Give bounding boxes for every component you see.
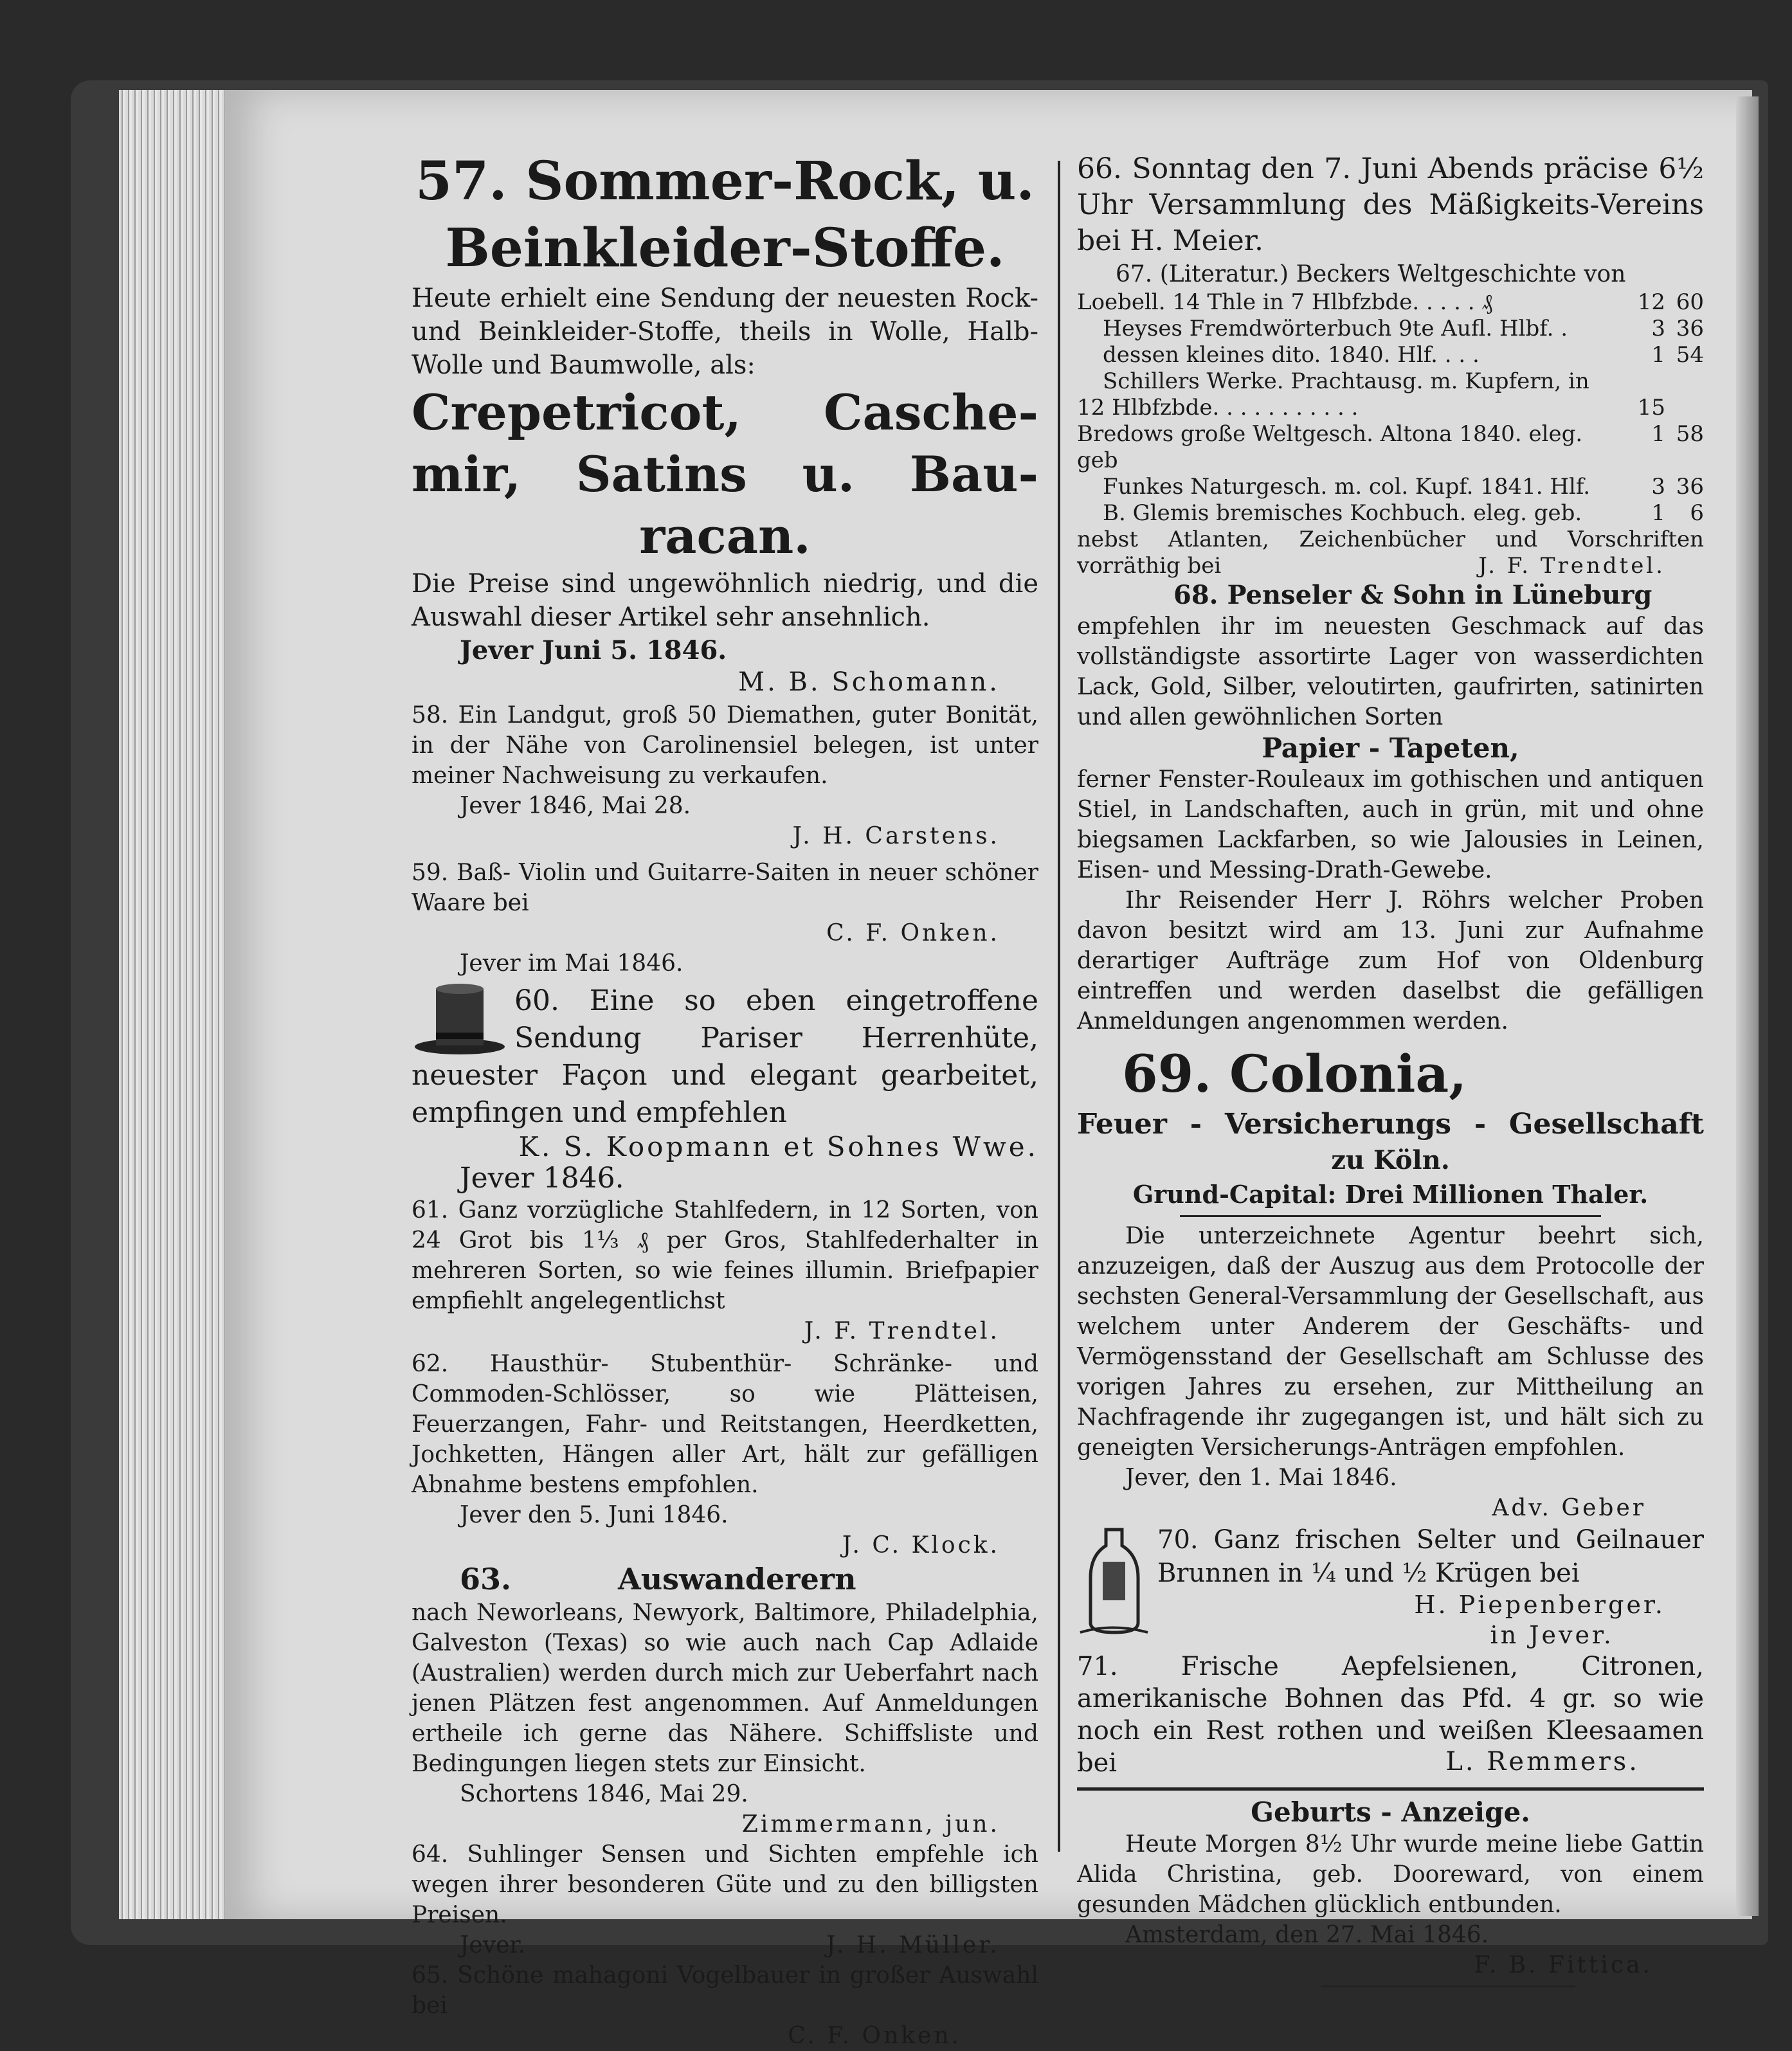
table-row: dessen kleines dito. 1840. Hlf. . . . 1 54 bbox=[1103, 342, 1704, 368]
page-edges bbox=[119, 90, 228, 1919]
ad60-signature: K. S. Koopmann et Sohnes Wwe. bbox=[518, 1131, 1038, 1162]
table-row: Funkes Naturgesch. m. col. Kupf. 1841. Hlf. 3 36 bbox=[1103, 474, 1704, 500]
ad60-text: 60. Eine so eben eingetroffene Sendung Pariser Herrenhüte, neuester Façon und elegant gearbeitet, empfingen und empfehlen bbox=[412, 984, 1038, 1129]
ad57-heading-line1: 57. Sommer-Rock, u. bbox=[415, 150, 1035, 212]
column-divider bbox=[1058, 161, 1060, 1852]
ad70-place: in Jever. bbox=[1490, 1621, 1614, 1649]
ad67-intro: 67. (Literatur.) Beckers Weltgeschichte von bbox=[1116, 261, 1626, 287]
ad62-signature: J. C. Klock. bbox=[842, 1532, 1000, 1559]
right-column bbox=[1077, 151, 1704, 1987]
ad69-signature: Adv. Geber bbox=[1492, 1495, 1646, 1521]
ad63-title: Auswanderern bbox=[618, 1562, 856, 1596]
ad70-text: 70. Ganz frischen Selter und Geilnauer Brunnen in ¼ und ½ Krügen bei bbox=[1157, 1525, 1704, 1588]
ad69-subtitle2: zu Köln. bbox=[1331, 1145, 1450, 1175]
ad66-text: 66. Sonntag den 7. Juni Abends präcise 6½ Uhr Versammlung des Mäßigkeits-Vereins bei H. Meier. bbox=[1077, 152, 1704, 257]
ad64-signature: J. H. Müller. bbox=[826, 1932, 1000, 1958]
table-row: Bredows große Weltgesch. Altona 1840. eleg. geb 1 58 bbox=[1077, 421, 1704, 473]
jug-icon bbox=[1077, 1523, 1151, 1639]
ad57-goods-line1: Crepetricot, Casche- bbox=[412, 384, 1038, 441]
table-row: Loebell. 14 Thle in 7 Hlbfzbde. . . . . ₰ 12 60 bbox=[1077, 289, 1704, 315]
ad59-text: 59. Baß- Violin und Guitarre-Saiten in neuer schöner Waare bei bbox=[412, 860, 1038, 916]
ad71-text: 71. Frische Aepfelsienen, Citronen, amerikanische Bohnen das Pfd. 4 gr. so wie noch ein Rest rothen und weißen Kleesaamen bei bbox=[1077, 1652, 1704, 1778]
ad62-date: Jever den 5. Juni 1846. bbox=[460, 1502, 729, 1528]
table-row: B. Glemis bremisches Kochbuch. eleg. geb. 1 6 bbox=[1103, 500, 1704, 526]
ad57-heading-line2: Beinkleider-Stoffe. bbox=[445, 217, 1005, 279]
ad57-date: Jever Juni 5. 1846. bbox=[460, 635, 727, 665]
birth-text: Heute Morgen 8½ Uhr wurde meine liebe Gattin Alida Christina, geb. Dooreward, von einem gesunden Mädchen glücklich entbunden. bbox=[1077, 1831, 1704, 1918]
ad70-signature: H. Piepenberger. bbox=[1414, 1591, 1665, 1619]
ad60-date: Jever 1846. bbox=[460, 1162, 624, 1195]
table-row: 12 Hlbfzbde. . . . . . . . . . . 15 bbox=[1077, 395, 1665, 420]
ad59-date: Jever im Mai 1846. bbox=[460, 950, 683, 977]
ad58-date: Jever 1846, Mai 28. bbox=[460, 793, 691, 819]
ad62-text: 62. Hausthür- Stubenthür- Schränke- und Commoden-Schlösser, so wie Plätteisen, Feuerzangen, Fahr- und Reitstangen, Heerdketten, Jochketten, Hängen aller Art, hält zur gefälligen Abnahme bestens empfohlen. bbox=[412, 1351, 1038, 1498]
ad64-footer bbox=[412, 1930, 1038, 1960]
ad61-text: 61. Ganz vorzügliche Stahlfedern, in 12 Sorten, von 24 Grot bis 1⅓ ₰ per Gros, Stahlfederhalter in mehreren Sorten, so wie feines illumin. Briefpapier empfiehlt angelegentlichst bbox=[412, 1197, 1038, 1314]
ad68-text: empfehlen ihr im neuesten Geschmack auf das vollständigste assortirte Lager von wasserdichten Lack, Gold, Silber, veloutirten, gaufrirten, satinirten und allen gewöhnlichen Sorten bbox=[1077, 613, 1704, 730]
birth-date: Amsterdam, den 27. Mai 1846. bbox=[1125, 1922, 1489, 1948]
ad63-signature: Zimmermann, jun. bbox=[741, 1811, 1000, 1838]
ad69-title: 69. Colonia, bbox=[1122, 1044, 1467, 1104]
ad67-tail: nebst Atlanten, Zeichenbücher und Vorschriften vorräthig bei bbox=[1077, 527, 1704, 579]
ad59-signature: C. F. Onken. bbox=[826, 920, 1000, 946]
ad64-text: 64. Suhlinger Sensen und Sichten empfehle ich wegen ihrer besonderen Güte und zu den billigsten Preisen. bbox=[412, 1841, 1038, 1928]
ad70-block bbox=[1077, 1523, 1704, 1650]
top-hat-icon bbox=[412, 982, 508, 1056]
ad57-signature: M. B. Schomann. bbox=[738, 667, 1000, 697]
ad57-goods-line2: mir, Satins u. Bau- bbox=[412, 446, 1038, 503]
ad57-goods-line3: racan. bbox=[639, 507, 811, 565]
table-row: Schillers Werke. Prachtausg. m. Kupfern, in bbox=[1103, 368, 1589, 394]
ad65-signature: C. F. Onken. bbox=[788, 2023, 961, 2049]
ad64-place: Jever. bbox=[460, 1932, 526, 1958]
table-row: Heyses Fremdwörterbuch 9te Aufl. Hlbf. . 3 36 bbox=[1103, 316, 1704, 341]
ad57-prices: Die Preise sind ungewöhnlich niedrig, und die Auswahl dieser Artikel sehr ansehnlich. bbox=[412, 569, 1038, 632]
ad67-price-table bbox=[1077, 289, 1704, 527]
ad63-text: nach Neworleans, Newyork, Baltimore, Philadelphia, Galveston (Texas) so wie auch nach Cap Adlaide (Australien) werden durch mich zur Ueberfahrt nach jenen Plätzen fest angenommen. Auf Anmeldungen ertheile ich gerne das Nähere. Schiffsliste und Bedingungen liegen stets zur Einsicht. bbox=[412, 1600, 1038, 1777]
ad69-text: Die unterzeichnete Agentur beehrt sich, anzuzeigen, daß der Auszug aus dem Protocolle der sechsten General-Versammlung der Gesellschaft, aus welchem unter Anderem der Geschäfts- und Vermögensstand der Gesellschaft am Schlusse des vorigen Jahres zu ersehen, zur Mittheilung an Nachfragende ihr zugegangen ist, und hält sich zu geneigten Versicherungs-Anträgen empfohlen. bbox=[1077, 1223, 1704, 1461]
ad63-number: 63. bbox=[460, 1562, 512, 1596]
birth-title: Geburts - Anzeige. bbox=[1251, 1796, 1530, 1828]
ad58-signature: J. H. Carstens. bbox=[792, 823, 1000, 849]
ad63-date: Schortens 1846, Mai 29. bbox=[460, 1781, 748, 1807]
ad68-goods: Papier - Tapeten, bbox=[1262, 732, 1519, 764]
ad69-subtitle3: Grund-Capital: Drei Millionen Thaler. bbox=[1132, 1180, 1649, 1209]
ad61-signature: J. F. Trendtel. bbox=[804, 1318, 1000, 1344]
ad69-divider bbox=[1180, 1215, 1601, 1217]
birth-bottom-rule bbox=[1321, 1985, 1575, 1987]
ad68-title: 68. Penseler & Sohn in Lüneburg bbox=[1173, 580, 1652, 610]
ad69-subtitle1: Feuer - Versicherungs - Gesellschaft bbox=[1077, 1108, 1704, 1141]
left-column bbox=[412, 148, 1038, 2051]
ad68-text2: ferner Fenster-Rouleaux im gothischen und antiquen Stiel, in Landschaften, auch in grün, mit und ohne biegsamen Lackfarben, so wie Jalousies in Leinen, Eisen- und Messing-Drath-Gewebe. bbox=[1077, 766, 1704, 883]
ad58-text: 58. Ein Landgut, groß 50 Diemathen, guter Bonität, in der Nähe von Carolinensiel belegen, ist unter meiner Nachweisung zu verkaufen. bbox=[412, 702, 1038, 789]
ad67-signature: J. F. Trendtel. bbox=[1478, 553, 1665, 579]
birth-signature: F. B. Fittica. bbox=[1474, 1952, 1652, 1978]
right-page-edge bbox=[1736, 96, 1759, 1916]
birth-top-rule bbox=[1077, 1787, 1704, 1791]
ad71-signature: L. Remmers. bbox=[1445, 1747, 1640, 1776]
ad57-text: Heute erhielt eine Sendung der neuesten Rock- und Beinkleider-Stoffe, theils in Wolle, Halb-Wolle und Baumwolle, als: bbox=[412, 284, 1038, 380]
ad60-block bbox=[412, 982, 1038, 1132]
ad65-text: 65. Schöne mahagoni Vogelbauer in großer Auswahl bei bbox=[412, 1962, 1038, 2019]
ad63-heading bbox=[412, 1560, 1038, 1598]
ad69-date: Jever, den 1. Mai 1846. bbox=[1125, 1465, 1397, 1491]
ad68-text3: Ihr Reisender Herr J. Röhrs welcher Proben davon besitzt wird am 13. Juni zur Aufnahme derartiger Aufträge zum Hof von Oldenburg eintreffen und werden daselbst die gefälligen Anmeldungen angenommen werden. bbox=[1077, 887, 1704, 1035]
